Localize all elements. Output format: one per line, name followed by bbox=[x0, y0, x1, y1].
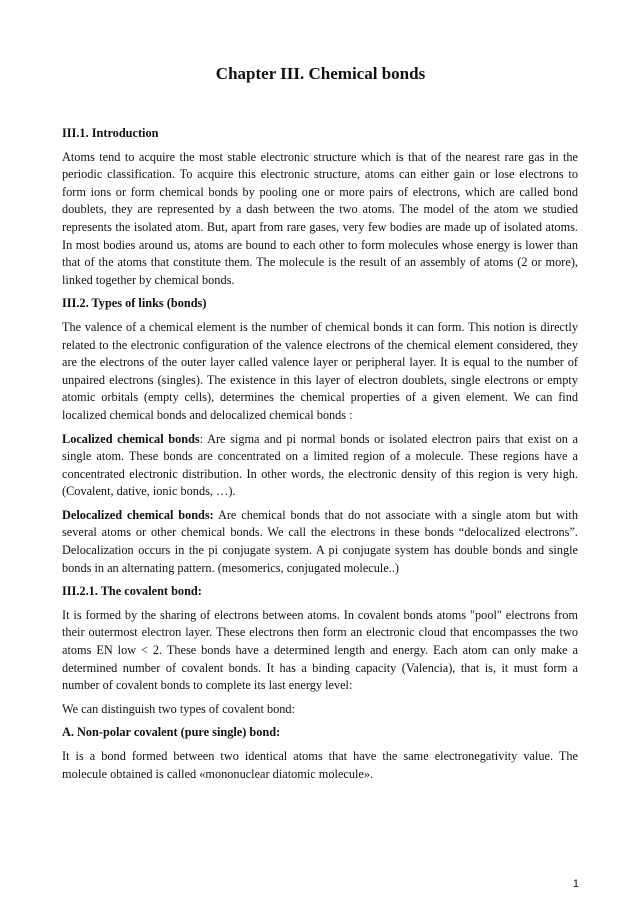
section-heading-non-polar-covalent: A. Non-polar covalent (pure single) bond: bbox=[62, 725, 281, 740]
term-localized-bonds: Localized chemical bonds bbox=[62, 431, 200, 446]
page-number: 1 bbox=[572, 878, 579, 890]
paragraph-localized-bonds bbox=[62, 431, 578, 501]
chapter-title: Chapter III. Chemical bonds bbox=[215, 64, 426, 83]
paragraph-distinguish-types: We can distinguish two types of covalent bond: bbox=[62, 701, 295, 716]
paragraph-covalent-bond: It is formed by the sharing of electrons between atoms. In covalent bonds atoms "pool" electrons from their outermost electron layer. These electrons then form an electronic cloud that encompasses the two atoms EN low < 2. These bonds have a determined length and energy. Each atom can only make a determined number of covalent bonds. It has a binding capacity (Valencia), that is, it must form a number of covalent bonds to complete its last energy level: bbox=[62, 607, 578, 693]
paragraph-introduction: Atoms tend to acquire the most stable electronic structure which is that of the nearest rare gas in the periodic classification. To acquire this electronic structure, atoms can either gain or lose electrons to form ions or form chemical bonds by pooling one or more pairs of electrons, which are called bond doublets, they are represented by a dash between the two atoms. The model of the atom we studied represents the isolated atom. But, apart from rare gases, very few bodies are made up of isolated atoms. In most bodies around us, atoms are bound to each other to form molecules whose energy is lower than that of the atoms that constitute them. The molecule is the result of an assembly of atoms (2 or more), linked together by chemical bonds. bbox=[62, 149, 578, 287]
document-body bbox=[62, 125, 578, 789]
section-heading-covalent-bond: III.2.1. The covalent bond: bbox=[62, 584, 202, 599]
term-delocalized-bonds: Delocalized chemical bonds: bbox=[62, 507, 214, 522]
localized-bonds-definition: : Are sigma and pi normal bonds or isolated electron pairs that exist on a single atom. These bonds are concentrated on a limited region of a molecule. These regions have a concentrated electronic distribution. In other words, the electronic density of this region is very high. (Covalent, dative, ionic bonds, …). bbox=[62, 431, 578, 499]
paragraph-types-of-bonds: The valence of a chemical element is the number of chemical bonds it can form. This notion is directly related to the electronic configuration of the valence electrons of the chemical element considered, they are the electrons of the outer layer called valence layer or peripheral layer. It is equal to the number of unpaired electrons (singles). The existence in this layer of electron doublets, single electrons or empty atomic orbitals (empty cells), determines the chemical properties of a given element. We can find localized chemical bonds and delocalized chemical bonds : bbox=[62, 319, 578, 422]
section-heading-types-of-bonds: III.2. Types of links (bonds) bbox=[62, 296, 207, 311]
delocalized-bonds-definition: Are chemical bonds that do not associate with a single atom but with several atoms or other chemical bonds. We call the electrons in these bonds “delocalized electrons”. Delocalization occurs in the pi conjugate system. A pi conjugate system has double bonds and single bonds in an alternating pattern. (mesomerics, conjugated molecule..) bbox=[62, 507, 578, 575]
paragraph-delocalized-bonds bbox=[62, 507, 578, 577]
section-heading-introduction: III.1. Introduction bbox=[62, 126, 159, 140]
paragraph-non-polar-covalent: It is a bond formed between two identical atoms that have the same electronegativity value. The molecule obtained is called «mononuclear diatomic molecule». bbox=[62, 749, 578, 781]
